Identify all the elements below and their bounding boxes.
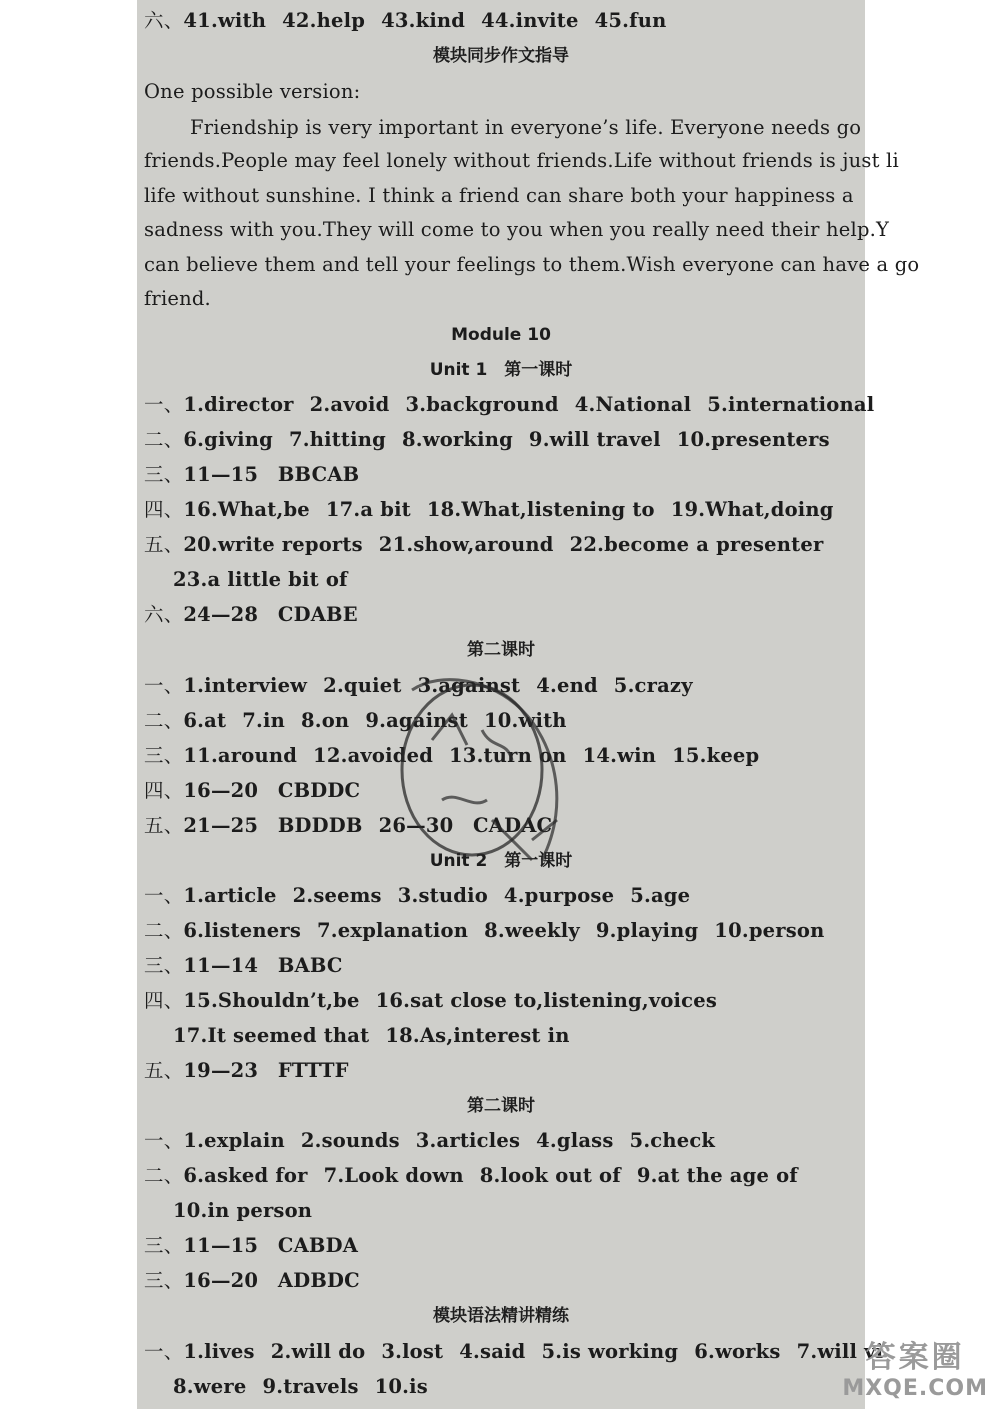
answer-item: 6.works [694,1340,781,1363]
answer-item: 9.will travel [528,428,661,451]
answer-item: 7.will vi [796,1340,884,1363]
row-prefix: 一、 [144,1340,184,1363]
answer-item: 9.travels [262,1375,359,1398]
answer-row [173,568,364,592]
answer-item: 5.is working [541,1340,679,1363]
lesson-title: Unit 1 第一课时 [429,360,573,380]
answer-item: 1.article [183,884,277,907]
row-prefix: 六、 [144,603,184,626]
row-prefix: 四、 [144,498,184,521]
watermark-url: MXQE.COM [842,1376,988,1401]
answer-item: 8.weekly [484,919,580,942]
essay-line: can believe them and tell your feelings to them.Wish everyone can have a go [144,253,920,276]
answer-item: 2.seems [292,884,382,907]
answer-item: 18.What,listening to [426,498,655,521]
row-prefix: 六、 [144,9,184,32]
answer-item: 5.age [630,884,691,907]
answer-item: 8.working [401,428,513,451]
answer-item: 2.avoid [309,393,390,416]
module-title: Module 10 [451,325,551,345]
answer-item: 19—23 FTTTF [183,1059,349,1082]
lesson-title: 第二课时 [467,1096,535,1116]
answer-item: 15.Shouldn’t,be [183,989,360,1012]
answer-row [173,1199,328,1223]
answer-item: 16.What,be [183,498,310,521]
answer-item: 10.person [714,919,825,942]
answer-item: 6.giving [183,428,273,451]
answer-row [144,393,890,417]
answer-item: 1.interview [183,674,308,697]
answer-item: 21—25 BDDDB [183,814,363,837]
row-prefix: 二、 [144,1164,184,1187]
answer-item: 5.international [707,393,875,416]
answer-row [144,1269,376,1293]
row-prefix: 五、 [144,814,184,837]
answer-item: 13.turn on [449,744,567,767]
answer-item: 7.in [242,709,285,732]
answer-item: 16.sat close to,listening,voices [375,989,718,1012]
row-prefix: 二、 [144,709,184,732]
row-prefix: 二、 [144,428,184,451]
answer-item: 41.with [183,9,267,32]
essay-line: sadness with you.They will come to you when you really need their help.Y [144,218,890,241]
answer-item: 8.look out of [479,1164,621,1187]
row-prefix: 三、 [144,463,184,486]
answer-row [144,1059,365,1083]
answer-item: 10.with [483,709,567,732]
answer-item: 21.show,around [378,533,554,556]
row-prefix: 二、 [144,919,184,942]
watermark [842,1332,988,1401]
essay-line: life without sunshine. I think a friend can share both your happiness a [144,184,854,207]
answer-row [144,919,841,943]
answer-item: 20.write reports [183,533,363,556]
row-prefix: 一、 [144,674,184,697]
answer-item: 23.a little bit of [173,568,348,591]
answer-item: 45.fun [594,9,667,32]
answer-item: 3.background [405,393,559,416]
answer-item: 11—14 BABC [183,954,343,977]
answer-item: 16—20 ADBDC [183,1269,360,1292]
answer-item: 17.It seemed that [173,1024,370,1047]
lesson-title: 第二课时 [467,640,535,660]
answer-row [144,533,839,557]
answer-row [144,779,376,803]
answer-row [144,674,709,698]
answer-row [144,428,846,452]
answer-item: 44.invite [481,9,579,32]
answer-item: 9.playing [595,919,699,942]
answer-item: 11—15 CABDA [183,1234,359,1257]
answer-item: 19.What,doing [670,498,834,521]
answer-row [173,1375,444,1399]
answer-item: 3.lost [381,1340,444,1363]
row-prefix: 三、 [144,954,184,977]
answer-item: 18.As,interest in [385,1024,570,1047]
answer-item: 4.glass [536,1129,614,1152]
answer-item: 10.is [374,1375,428,1398]
answer-item: 2.sounds [300,1129,400,1152]
row-prefix: 四、 [144,989,184,1012]
answer-item: 7.explanation [317,919,469,942]
answer-item: 6.at [183,709,227,732]
answer-item: 7.hitting [288,428,386,451]
answer-row [144,1340,899,1364]
page-margin [865,0,1000,1409]
answer-item: 17.a bit [325,498,411,521]
answer-row [144,814,568,838]
answer-item: 1.explain [183,1129,285,1152]
answer-item: 5.check [629,1129,716,1152]
answer-item: 2.quiet [323,674,402,697]
row-prefix: 一、 [144,393,184,416]
answer-row [144,1164,814,1188]
row-prefix: 三、 [144,1234,184,1257]
answer-item: 10.presenters [676,428,830,451]
version-label: One possible version: [144,80,361,103]
watermark-logo: 答案圈 [865,1340,965,1375]
answer-item: 14.win [582,744,657,767]
answer-item: 4.end [536,674,598,697]
answer-row [144,989,733,1013]
answer-item: 11.around [183,744,298,767]
answer-item: 24—28 CDABE [183,603,358,626]
answer-item: 11—15 BBCAB [183,463,360,486]
answer-item: 4.National [574,393,692,416]
answer-item: 6.listeners [183,919,302,942]
answer-item: 1.lives [183,1340,255,1363]
answer-item: 6.asked for [183,1164,308,1187]
answer-item: 22.become a presenter [569,533,824,556]
row-prefix: 五、 [144,1059,184,1082]
answer-item: 2.will do [270,1340,366,1363]
answer-row [144,603,374,627]
answer-item: 3.studio [397,884,488,907]
answer-row [144,884,706,908]
essay-line: friends.People may feel lonely without friends.Life without friends is just li [144,149,899,172]
answer-item: 16—20 CBDDC [183,779,361,802]
answer-row [144,709,583,733]
section-title: 模块语法精讲精练 [433,1306,569,1326]
row-prefix: 三、 [144,744,184,767]
answer-item: 7.Look down [323,1164,464,1187]
row-prefix: 一、 [144,1129,184,1152]
answer-item: 4.purpose [503,884,615,907]
answer-row [144,1129,731,1153]
answer-item: 9.against [365,709,468,732]
answer-row [173,1024,586,1048]
answer-item: 12.avoided [313,744,434,767]
section-title: 模块同步作文指导 [433,46,569,66]
row-prefix: 四、 [144,779,184,802]
row-prefix: 三、 [144,1269,184,1292]
answer-item: 3.against [417,674,521,697]
answer-item: 43.kind [381,9,466,32]
answer-item: 10.in person [173,1199,313,1222]
answer-item: 3.articles [415,1129,521,1152]
answer-item: 8.on [300,709,350,732]
answer-item: 5.crazy [613,674,693,697]
essay-line: Friendship is very important in everyone’s life. Everyone needs go [190,116,862,139]
answer-row [144,498,850,522]
answer-item: 15.keep [672,744,760,767]
answer-item: 1.director [183,393,294,416]
lesson-title: Unit 2 第一课时 [429,851,573,871]
answer-item: 26—30 CADAC [378,814,553,837]
answer-row [144,9,682,33]
scanned-page [137,0,865,1409]
answer-item: 4.said [459,1340,526,1363]
answer-item: 8.were [173,1375,247,1398]
answer-item: 9.at the age of [636,1164,798,1187]
answer-row [144,463,375,487]
row-prefix: 五、 [144,533,184,556]
answer-row [144,1234,374,1258]
essay-line: friend. [144,287,211,310]
row-prefix: 一、 [144,884,184,907]
answer-row [144,744,775,768]
answer-row [144,954,359,978]
answer-item: 42.help [282,9,366,32]
